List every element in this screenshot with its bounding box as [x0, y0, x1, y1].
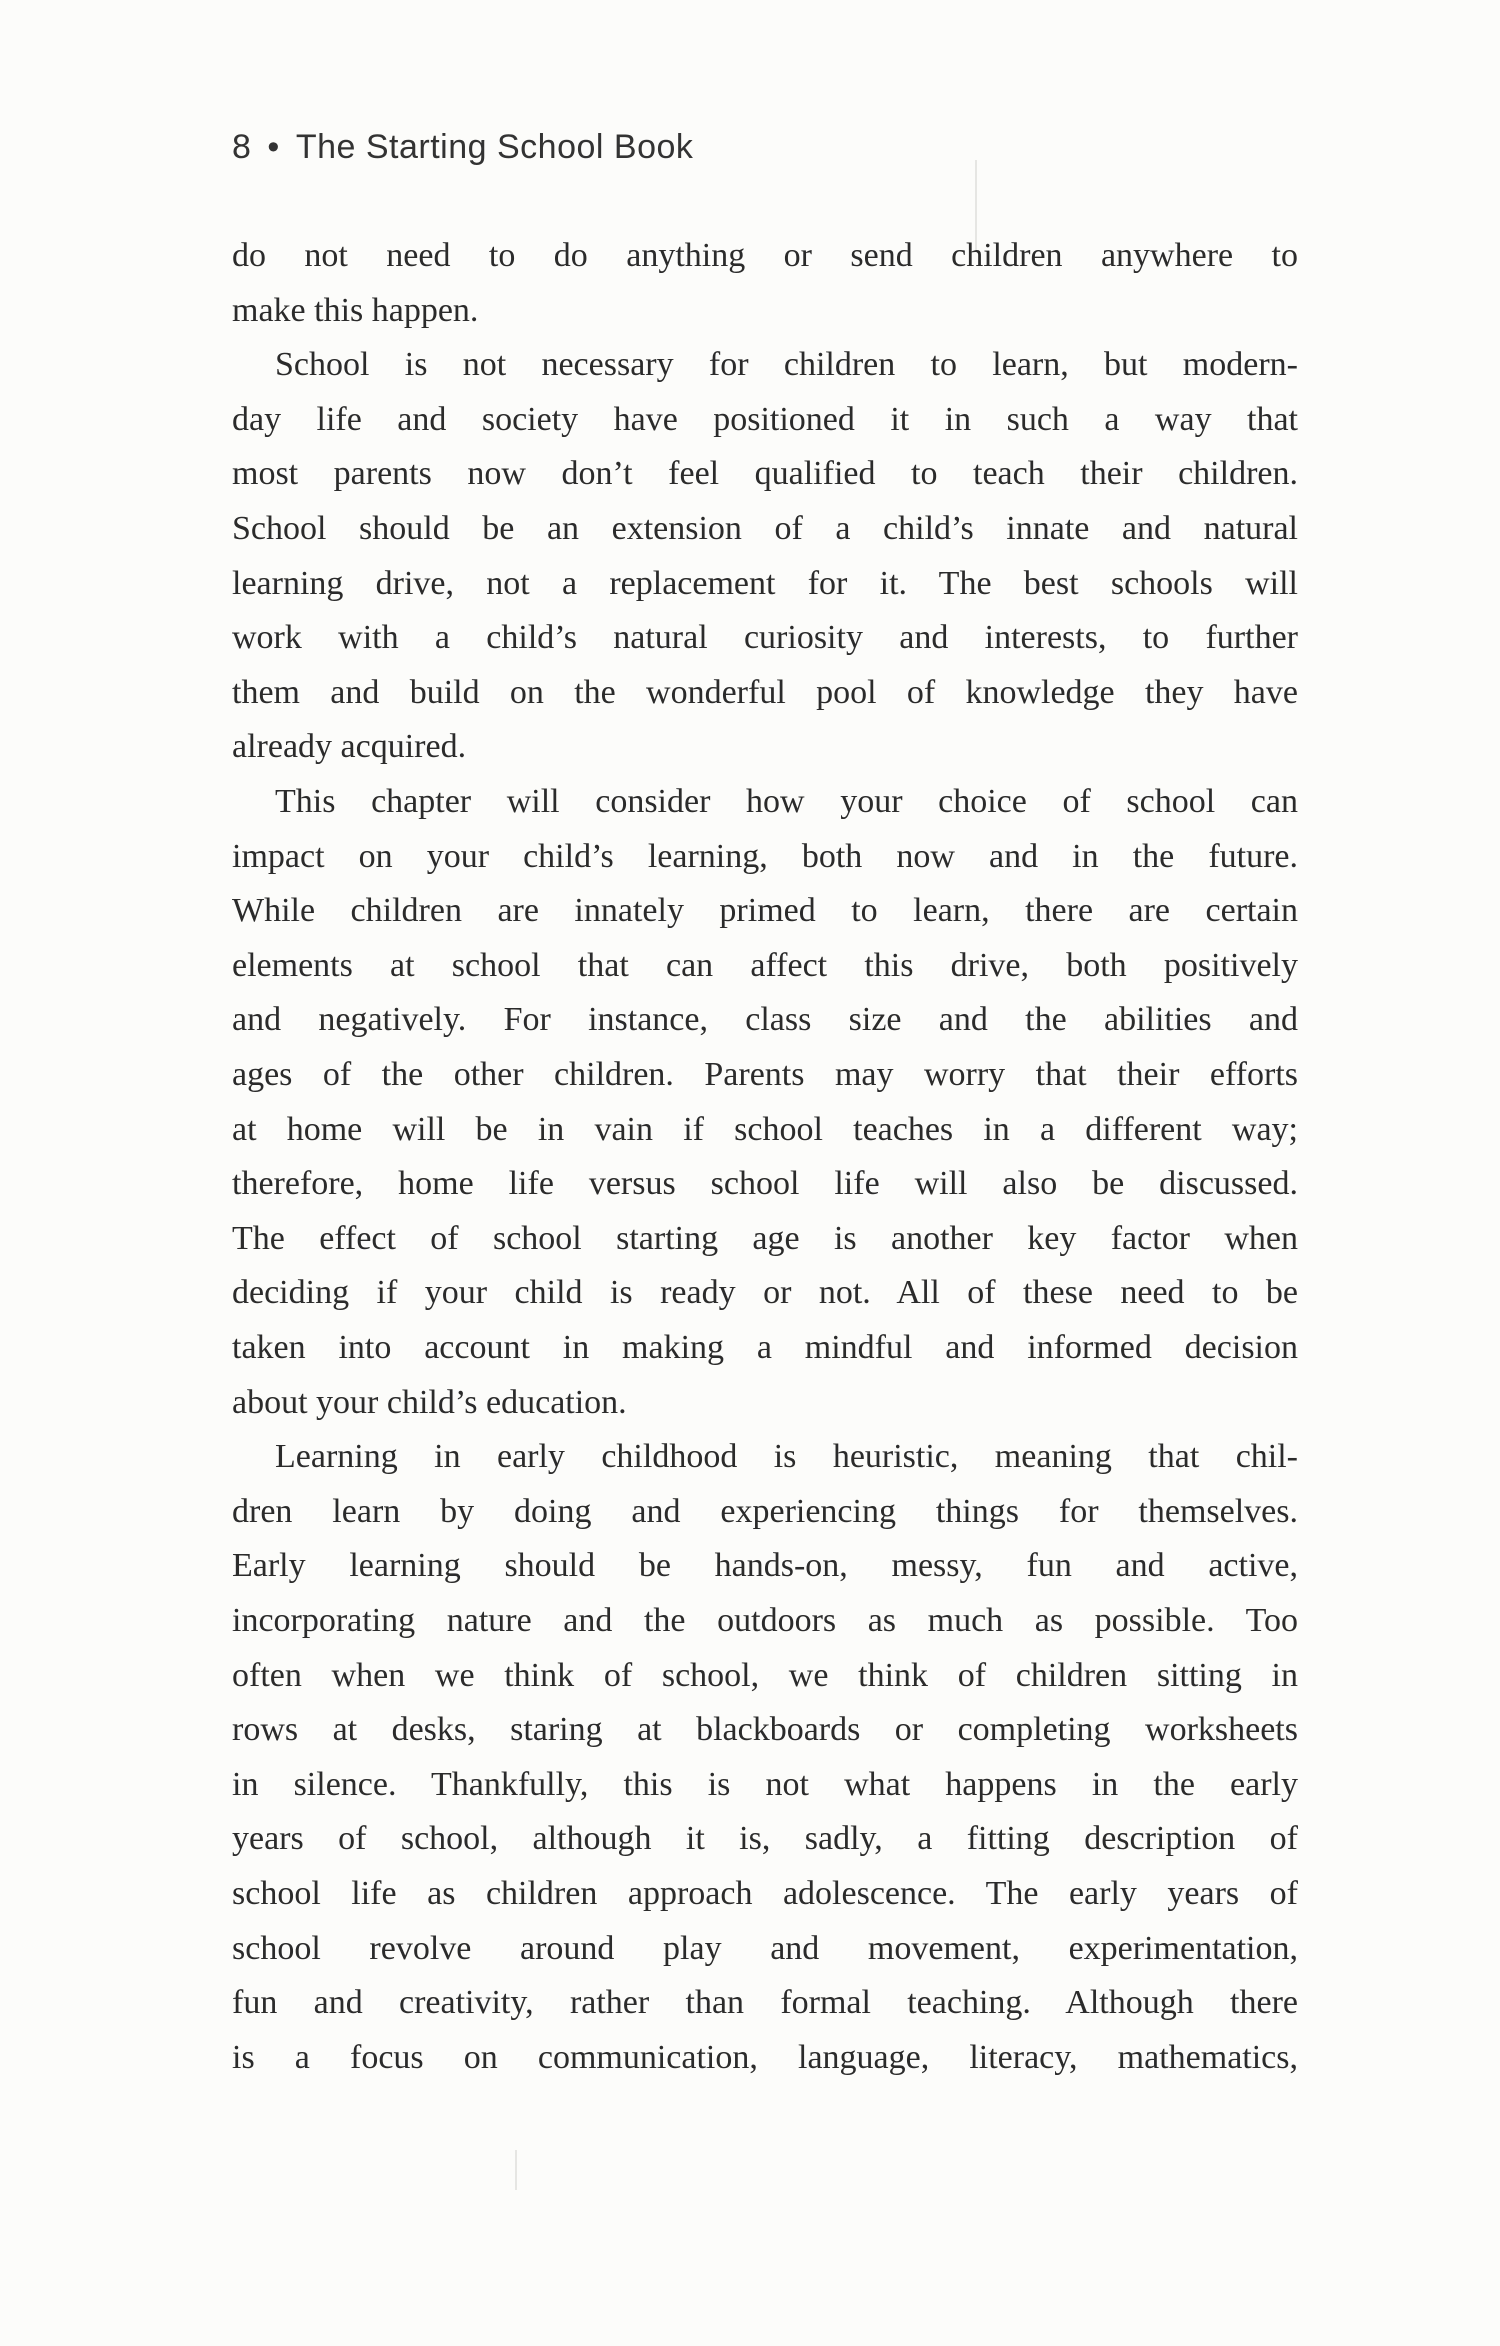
text-line: make this happen.	[232, 291, 479, 329]
text-line: school life as children approach adolescence. The early years of	[232, 1875, 1298, 1912]
book-title: The Starting School Book	[295, 128, 694, 166]
page-number: 8	[232, 128, 252, 166]
text-line: Learning in early childhood is heuristic, meaning that chil-	[275, 1438, 1298, 1476]
text-line: is a focus on communication, language, literacy, mathematics,	[232, 2038, 1298, 2076]
text-line: rows at desks, staring at blackboards or completing worksheets	[232, 1711, 1298, 1749]
text-line: ages of the other children. Parents may worry that their efforts	[232, 1056, 1298, 1093]
text-line: While children are innately primed to learn, there are certain	[232, 892, 1298, 930]
text-line: often when we think of school, we think of children sitting in	[232, 1656, 1298, 1694]
text-line: deciding if your child is ready or not. All of these need to be	[232, 1274, 1298, 1312]
header-separator: •	[267, 128, 280, 166]
text-line: most parents now don’t feel qualified to teach their children.	[232, 455, 1298, 493]
text-line: taken into account in making a mindful and informed decision	[232, 1329, 1298, 1366]
text-line: at home will be in vain if school teaches in a different way;	[232, 1110, 1298, 1148]
scan-artifact	[515, 2150, 517, 2190]
text-line: incorporating nature and the outdoors as much as possible. Too	[232, 1602, 1298, 1639]
text-line: fun and creativity, rather than formal teaching. Although there	[232, 1984, 1298, 2022]
text-line: This chapter will consider how your choice of school can	[275, 783, 1298, 820]
text-line: learning drive, not a replacement for it. The best schools will	[232, 564, 1298, 602]
text-line: years of school, although it is, sadly, a fitting description of	[232, 1820, 1298, 1858]
text-line: school revolve around play and movement, experimentation,	[232, 1929, 1298, 1967]
text-line: already acquired.	[232, 728, 467, 766]
text-line: them and build on the wonderful pool of knowledge they have	[232, 673, 1298, 711]
text-line: day life and society have positioned it in such a way that	[232, 400, 1298, 438]
text-line: impact on your child’s learning, both now and in the future.	[232, 837, 1298, 875]
running-header	[232, 128, 693, 167]
text-line: elements at school that can affect this drive, both positively	[232, 946, 1298, 984]
text-line: School should be an extension of a child’s innate and natural	[232, 510, 1298, 547]
text-line: in silence. Thankfully, this is not what happens in the early	[232, 1765, 1298, 1803]
text-line: work with a child’s natural curiosity and interests, to further	[232, 619, 1298, 657]
text-line: The effect of school starting age is another key factor when	[232, 1219, 1298, 1257]
text-line: do not need to do anything or send children anywhere to	[232, 237, 1298, 274]
text-line: and negatively. For instance, class size and the abilities and	[232, 1001, 1298, 1039]
text-line: therefore, home life versus school life will also be discussed.	[232, 1165, 1298, 1203]
text-line: Early learning should be hands-on, messy, fun and active,	[232, 1547, 1298, 1585]
text-line: School is not necessary for children to learn, but modern-	[275, 346, 1298, 384]
text-line: about your child’s education.	[232, 1383, 627, 1421]
text-line: dren learn by doing and experiencing things for themselves.	[232, 1492, 1298, 1530]
